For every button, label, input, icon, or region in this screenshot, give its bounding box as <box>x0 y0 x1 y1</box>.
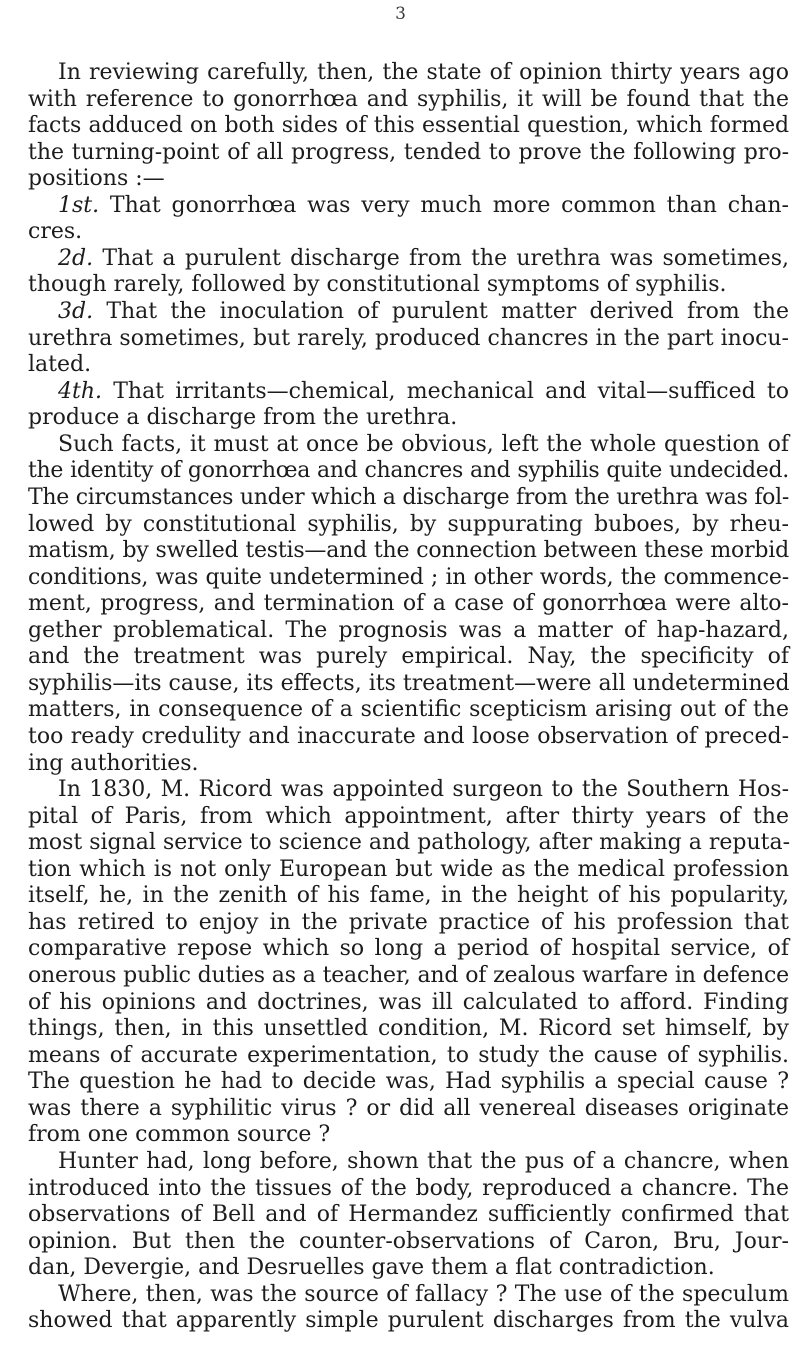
text-line <box>28 565 789 591</box>
text-line <box>28 538 789 564</box>
line-text: That a purulent discharge from the urethra was sometimes, <box>93 245 789 271</box>
text-line <box>28 1122 789 1148</box>
line-text: Hunter had, long before, shown that the pus of a chancre, when <box>58 1148 789 1174</box>
line-text: with reference to gonorrhœa and syphilis, it will be found that the <box>28 86 789 112</box>
line-text: from one common source ? <box>28 1122 331 1148</box>
page-number: 3 <box>395 4 406 24</box>
text-line <box>28 1229 789 1255</box>
line-text: observations of Bell and of Hermandez sufficiently confirmed that <box>28 1202 789 1228</box>
line-text: pital of Paris, from which appointment, after thirty years of the <box>28 803 789 829</box>
line-text: things, then, in this unsettled condition, M. Ricord set himself, by <box>28 1016 789 1042</box>
text-line <box>58 1282 789 1308</box>
line-text: lated. <box>28 352 92 378</box>
line-text: In reviewing carefully, then, the state of opinion thirty years ago <box>58 60 789 85</box>
text-line <box>28 1096 789 1122</box>
enumeration-label: 2d. <box>58 245 94 271</box>
text-line <box>28 1176 789 1202</box>
text-line <box>28 990 789 1016</box>
text-line <box>28 140 789 166</box>
text-line <box>28 326 789 352</box>
line-text: means of accurate experimentation, to study the cause of syphilis. <box>28 1042 789 1068</box>
line-text: though rarely, followed by constitutional symptoms of syphilis. <box>28 272 727 298</box>
line-text: itself, he, in the zenith of his fame, in the height of his popularity, <box>28 883 789 909</box>
text-line <box>28 1255 789 1281</box>
line-text: comparative repose which so long a period of hospital service, of <box>28 936 789 962</box>
text-line <box>28 671 789 697</box>
text-line <box>28 87 789 113</box>
line-text: and the treatment was purely empirical. Nay, the specificity of <box>28 644 789 670</box>
text-line <box>28 857 789 883</box>
text-line <box>28 804 789 830</box>
line-text: has retired to enjoy in the private practice of his profession that <box>28 909 789 935</box>
line-text: onerous public duties as a teacher, and of zealous warfare in defence <box>28 963 789 989</box>
text-line <box>28 591 789 617</box>
line-text: dan, Devergie, and Desruelles gave them a flat contradiction. <box>28 1255 715 1281</box>
text-line <box>28 1202 789 1228</box>
text-line <box>28 1069 789 1095</box>
text-line <box>28 512 789 538</box>
line-text: That the inoculation of purulent matter derived from the <box>93 299 789 325</box>
text-line <box>28 724 789 750</box>
line-text: That gonorrhœa was very much more common than chan- <box>99 192 789 218</box>
text-line <box>28 219 789 245</box>
line-text: introduced into the tissues of the body, reproduced a chancre. The <box>28 1175 789 1201</box>
line-text: the identity of gonorrhœa and chancres and syphilis quite undecided. <box>28 458 789 484</box>
line-text: ment, progress, and termination of a case of gonorrhœa were alto- <box>28 591 789 617</box>
line-text: most signal service to science and pathology, after making a reputa- <box>28 830 791 856</box>
line-text: produce a discharge from the urethra. <box>28 405 458 431</box>
line-text: gether problematical. The prognosis was a matter of hap-hazard, <box>28 617 789 643</box>
text-line <box>28 963 789 989</box>
line-text: of his opinions and doctrines, was ill calculated to afford. Finding <box>28 989 789 1015</box>
line-text: syphilis—its cause, its effects, its treatment—were all undetermined <box>28 670 790 696</box>
line-text: matters, in consequence of a scientific scepticism arising out of the <box>28 697 789 723</box>
text-line <box>28 618 789 644</box>
line-text: opinion. But then the counter-observations of Caron, Bru, Jour- <box>28 1228 789 1254</box>
enumeration-label: 1st. <box>58 192 100 218</box>
text-line <box>58 379 789 405</box>
enumeration-label: 3d. <box>58 299 94 325</box>
line-text: facts adduced on both sides of this essential question, which formed <box>28 113 789 139</box>
text-line <box>58 246 789 272</box>
text-line <box>28 1043 789 1069</box>
line-text: conditions, was quite undetermined ; in other words, the commence- <box>28 564 789 590</box>
line-text: too ready credulity and inaccurate and loose observation of preced- <box>28 724 789 749</box>
text-line <box>58 432 789 458</box>
text-line <box>28 458 789 484</box>
line-text: was there a syphilitic virus ? or did all venereal diseases originate <box>28 1095 789 1121</box>
line-text: The question he had to decide was, Had syphilis a special cause ? <box>28 1069 789 1095</box>
text-line <box>28 644 789 670</box>
text-line <box>28 830 789 856</box>
text-line <box>28 272 789 298</box>
line-text: positions :— <box>28 166 165 192</box>
text-line <box>28 352 789 378</box>
text-line <box>28 1016 789 1042</box>
text-line <box>28 910 789 936</box>
text-line <box>58 777 789 803</box>
text-line <box>28 697 789 723</box>
text-line <box>28 405 789 431</box>
line-text: the turning-point of all progress, tended to prove the following pro- <box>28 139 789 165</box>
text-line <box>58 1149 789 1175</box>
text-line <box>28 751 789 777</box>
text-line <box>58 60 789 86</box>
enumeration-label: 4th. <box>58 378 102 404</box>
line-text: showed that apparently simple purulent discharges from the vulva <box>28 1308 789 1334</box>
line-text: urethra sometimes, but rarely, produced chancres in the part inocu- <box>28 325 789 351</box>
line-text: Such facts, it must at once be obvious, left the whole question of <box>58 431 789 457</box>
text-line <box>28 883 789 909</box>
line-text: tion which is not only European but wide as the medical profession <box>28 856 789 882</box>
text-line <box>28 936 789 962</box>
line-text: Where, then, was the source of fallacy ? The use of the speculum <box>58 1281 789 1307</box>
line-text: cres. <box>28 219 83 245</box>
text-line <box>58 193 789 219</box>
line-text: The circumstances under which a discharge from the urethra was fol- <box>28 484 789 510</box>
line-text: matism, by swelled testis—and the connection between these morbid <box>28 538 789 564</box>
line-text: In 1830, M. Ricord was appointed surgeon to the Southern Hos- <box>58 777 789 803</box>
line-text: That irritants—chemical, mechanical and vital—sufficed to <box>102 378 789 404</box>
line-text: ing authorities. <box>28 750 199 776</box>
text-line <box>28 485 789 511</box>
line-text: lowed by constitutional syphilis, by suppurating buboes, by rheu- <box>28 511 789 537</box>
text-line <box>28 166 789 192</box>
text-line <box>28 113 789 139</box>
text-line <box>58 299 789 325</box>
text-line <box>28 1308 789 1334</box>
